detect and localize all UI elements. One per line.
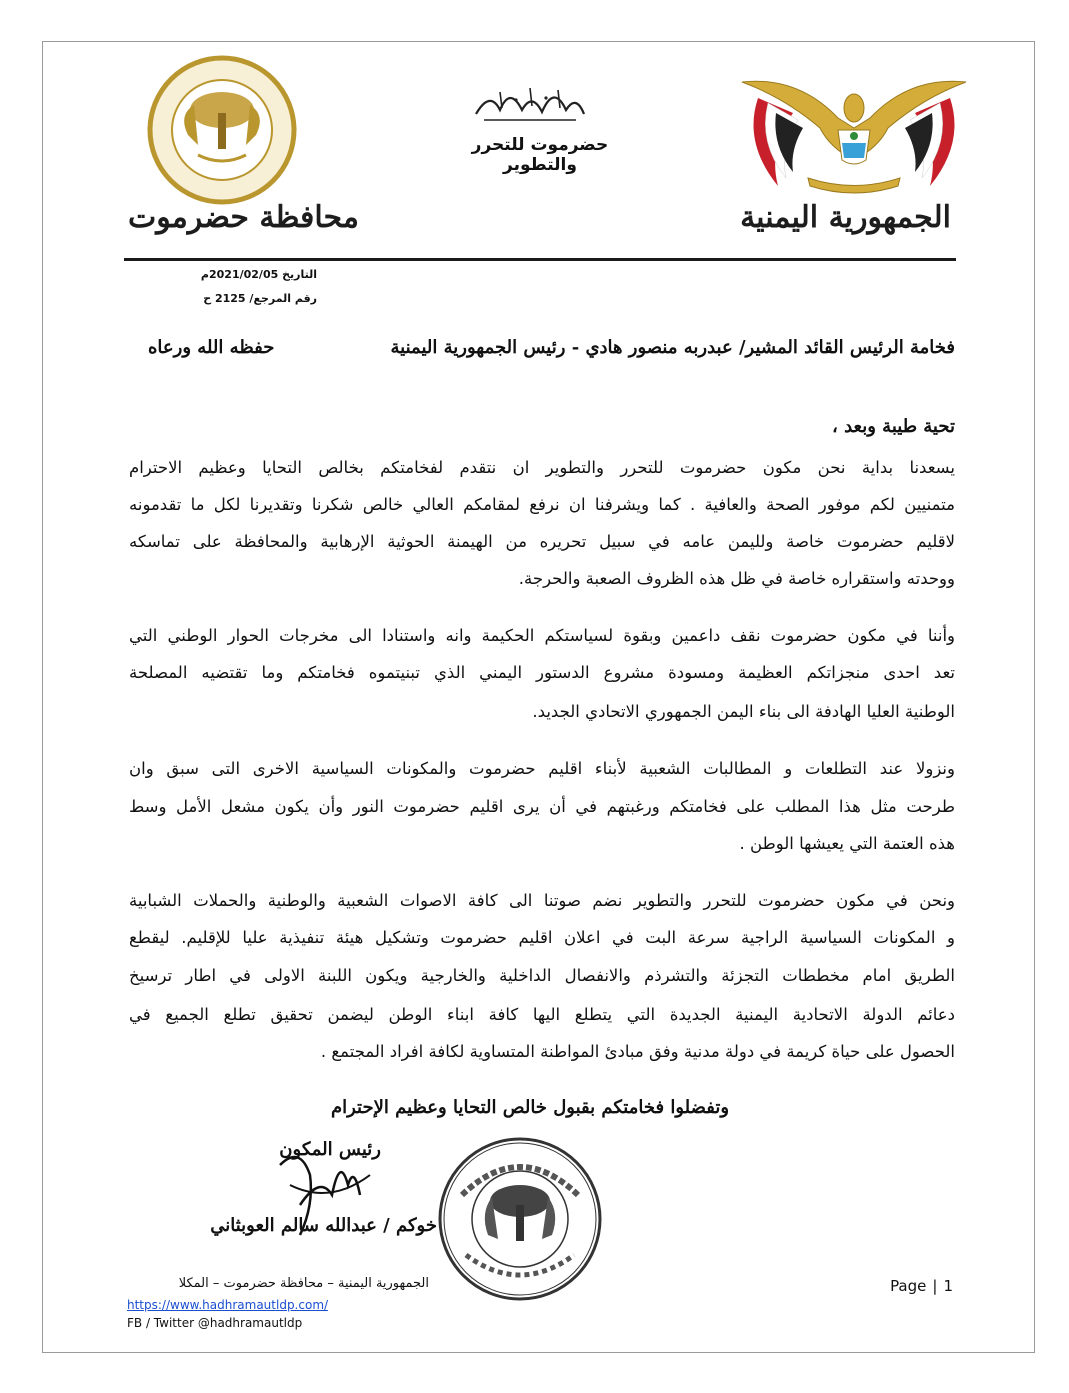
yemen-emblem-logo [738,68,970,198]
body-line: يسعدنا بداية نحن مكون حضرموت للتحرر والتطوير ان نتقدم لفخامتكم بخالص التحايا وعظيم الاحترام [129,458,955,477]
body-line: دعائم الدولة الاتحادية اليمنية الجديدة التي يتطلع اليها كافة ابناء الوطن ليضمن تحقيق تطلع الجميع في [129,1005,955,1024]
body-line: الوطنية العليا الهادفة الى بناء اليمن الجمهوري الاتحادي الجديد. [532,702,955,721]
body-line: ووحدته واستقراره خاصة في ظل هذه الظروف الصعبة والحرجة. [518,569,955,588]
signatory-name: خوكم / عبدالله سالم العوبثاني [210,1215,437,1236]
handwritten-signature [270,1135,380,1245]
body-line: وأننا في مكون حضرموت نقف داعمين وبقوة لسياستكم الحكيمة وانه واستنادا الى مخرجات الحوار الوطني التي [129,626,955,645]
hadhramaut-seal-logo [138,55,306,205]
official-stamp [436,1135,604,1303]
body-line: لاقليم حضرموت خاصة ولليمن عامه في سبيل تحريره من الهيمنة الحوثية الإرهابية والمحافظة على تماسكه [129,532,955,551]
addressee: فخامة الرئيس القائد المشير/ عبدربه منصور هادي - رئيس الجمهورية اليمنية [390,337,955,358]
page-number-value: 1 [943,1277,953,1295]
letter-date: التاريخ 2021/02/05م [200,268,317,281]
body-line: طرحت مثل هذا المطلب على فخامتكم ورغبتهم في أن يرى اقليم حضرموت النور وأن يكون مشعل الأمل وسط [129,797,955,816]
governorate-title: محافظة حضرموت [128,200,359,235]
body-line: تعد احدى منجزاتكم العظيمة ومسودة مشروع الدستور اليمني الذي تبنيتموه فخامتكم وما تقتضيه المصلحة [129,663,955,682]
social-handles: FB / Twitter @hadhramautldp [127,1316,303,1330]
republic-title: الجمهورية اليمنية [740,200,951,235]
basmala-calligraphy [470,80,590,128]
body-line: هذه العتمة التي يعيشها الوطن . [739,834,955,853]
organization-name: حضرموت للتحرر والتطوير [471,135,609,175]
page-number: Page | 1 [890,1277,953,1295]
body-line: الحصول على حياة كريمة في دولة مدنية وفق مبادئ المواطنة المتساوية لكافة افراد المجتمع . [320,1042,955,1061]
body-line: و المكونات السياسية الراجية سرعة البت في اعلان اقليم حضرموت وتشكيل هيئة تنفيذية عليا للإقليم. ليقطع [129,928,955,947]
website-link[interactable]: https://www.hadhramautldp.com/ [127,1298,329,1312]
signatory-role: رئيس المكون [279,1139,381,1160]
reference-number: رقم المرجع/ 2125 ح [203,292,317,305]
body-line: الطريق امام مخططات التجزئة والتشرذم والانفصال الداخلية والخارجية ويكون اللبنة الاولى في اطار ترسيخ [129,966,955,985]
closing-line: وتفضلوا فخامتكم بقبول خالص التحايا وعظيم الإحترام [330,1097,730,1118]
addressee-blessing: حفظه الله ورعاه [148,337,275,358]
body-line: ونزولا عند التطلعات و المطالبات الشعبية لأبناء اقليم حضرموت والمكونات السياسية الاخرى التى سبق وان [129,759,955,778]
body-line: ونحن في مكون حضرموت للتحرر والتطوير نضم صوتنا الى كافة الاصوات الشعبية والوطنية والحملات الشبابية [129,891,955,910]
footer-address: الجمهورية اليمنية – محافظة حضرموت – المكلا [178,1276,429,1291]
page-label: Page [890,1277,927,1295]
greeting: تحية طيبة وبعد ، [832,416,955,437]
header-divider [124,258,956,261]
body-line: متمنيين لكم موفور الصحة والعافية . كما ويشرفنا ان نرفع لمقامكم العالي خالص شكرنا وتقديرنا لكل ما تقدمونه [129,495,955,514]
